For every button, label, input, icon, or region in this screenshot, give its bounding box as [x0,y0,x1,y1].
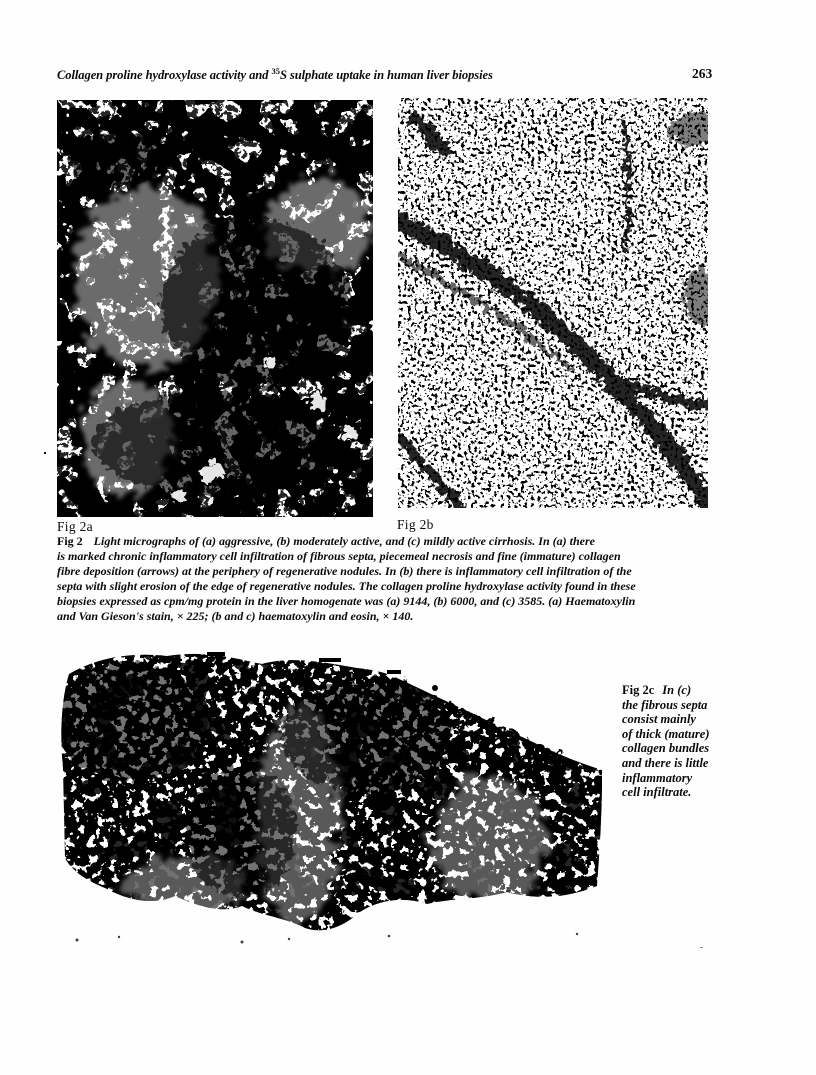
caption-line: Fig 2 Light micrographs of (a) aggressive, (b) moderately active, and (c) mildly active cirrhosis. In (a) there [57,534,595,548]
fig2a-label: Fig 2a [57,519,93,534]
fig2b-micrograph [398,98,708,508]
fig2c-caption [622,683,710,800]
fig2-caption [57,534,636,624]
fig2b-micrograph-image [398,98,708,508]
print-speck [44,452,46,454]
page-number: 263 [692,66,713,81]
fig2c-micrograph [57,648,602,948]
fig2a-micrograph [57,100,373,517]
running-head-text-1: Collagen proline hydroxylase activity and [57,68,269,83]
fig2c-caption-lead: Fig 2c [622,683,655,697]
sidecap-line: and there is little [622,755,709,770]
caption-line: fibre deposition (arrows) at the periphery of regenerative nodules. In (b) there is inflammatory cell infiltration of the [57,564,632,578]
caption-line: and Van Gieson's stain, × 225; (b and c) haematoxylin and eosin, × 140. [57,609,414,623]
fig2a-micrograph-image [57,100,373,517]
print-specks [76,933,579,944]
sidecap-line: the fibrous septa [622,697,708,712]
caption-line: septa with slight erosion of the edge of regenerative nodules. The collagen proline hydroxylase activity found in these [57,579,636,593]
sidecap-line: consist mainly [622,712,696,727]
sidecap-line: collagen bundles [622,741,710,756]
tissue-strip [57,648,602,948]
running-head [57,66,493,83]
print-speck [700,947,703,948]
fig2-caption-lead: Fig 2 [57,534,83,548]
fig2b-label: Fig 2b [397,517,434,532]
sidecap-line: cell infiltrate. [622,785,692,800]
caption-line: is marked chronic inflammatory cell infiltration of fibrous septa, piecemeal necrosis and fine (immature) collagen [57,549,621,563]
running-head-text-2: S sulphate uptake in human liver biopsies [279,68,493,83]
caption-line: biopsies expressed as cpm/mg protein in the liver homogenate was (a) 9144, (b) 6000, and (c) 3585. (a) Haematoxylin [57,594,636,608]
isotope-superscript: 35 [271,66,280,76]
fig2c-micrograph-image [57,648,602,948]
sidecap-line: inflammatory [622,770,693,785]
sidecap-line: Fig 2c In (c) [622,683,692,697]
sidecap-line: of thick (mature) [622,726,710,741]
